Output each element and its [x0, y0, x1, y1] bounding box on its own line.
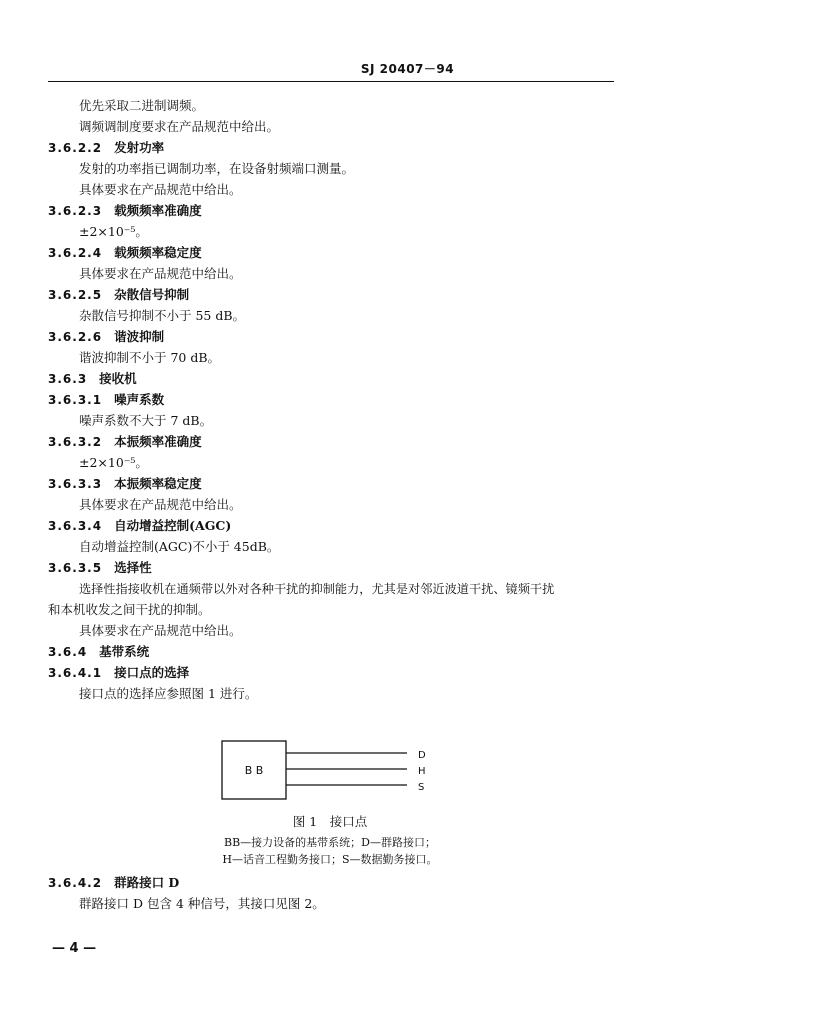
section-title: 本振频率准确度	[114, 434, 202, 449]
section-heading	[48, 371, 137, 387]
section-title: 自动增益控制(AGC)	[114, 518, 232, 533]
section-heading	[48, 434, 202, 450]
section-number: 3.6.3.2	[48, 435, 103, 449]
body-text: 群路接口 D 包含 4 种信号，其接口见图 2。	[79, 896, 325, 911]
body-text: 噪声系数不大于 7 dB。	[79, 413, 213, 428]
section-heading	[48, 476, 202, 492]
body-text: 和本机收发之间干扰的抑制。	[48, 602, 211, 617]
section-number: 3.6.4	[48, 645, 88, 659]
section-heading	[48, 665, 189, 681]
header-rule	[48, 81, 614, 82]
body-text: 杂散信号抑制不小于 55 dB。	[79, 308, 246, 323]
section-heading	[48, 140, 164, 156]
section-title: 选择性	[114, 560, 152, 575]
section-number: 3.6.3.5	[48, 561, 103, 575]
figure-legend: H—话音工程勤务接口；S—数据勤务接口。	[222, 853, 438, 866]
section-number: 3.6.3.3	[48, 477, 103, 491]
section-title: 本振频率稳定度	[114, 476, 202, 491]
section-title: 载频频率准确度	[114, 203, 202, 218]
section-title: 接收机	[99, 371, 137, 386]
section-heading	[48, 245, 202, 261]
section-number: 3.6.2.6	[48, 330, 103, 344]
section-title: 谐波抑制	[114, 329, 165, 344]
section-heading	[48, 287, 189, 303]
bb-box-label: B B	[244, 764, 264, 777]
figure-legend: BB—接力设备的基带系统；D—群路接口；	[224, 836, 436, 849]
section-number: 3.6.3.4	[48, 519, 103, 533]
body-text: 接口点的选择应参照图 1 进行。	[79, 686, 258, 701]
page-number: — 4 —	[52, 941, 97, 956]
section-number: 3.6.2.4	[48, 246, 103, 260]
section-heading	[48, 203, 202, 219]
section-number: 3.6.4.2	[48, 876, 103, 890]
section-title: 载频频率稳定度	[114, 245, 202, 260]
body-text: 具体要求在产品规范中给出。	[79, 266, 242, 281]
document-id-header: SJ 20407－94	[360, 62, 455, 76]
section-title: 群路接口 D	[114, 875, 180, 890]
body-text: ±2×10⁻⁵。	[79, 224, 148, 239]
section-number: 3.6.4.1	[48, 666, 103, 680]
body-text: 具体要求在产品规范中给出。	[79, 623, 242, 638]
section-heading	[48, 644, 149, 660]
section-heading	[48, 518, 231, 534]
figure-title: 图 1 接口点	[292, 814, 368, 829]
section-number: 3.6.3	[48, 372, 88, 386]
section-title: 基带系统	[99, 644, 150, 659]
section-title: 杂散信号抑制	[114, 287, 190, 302]
port-label-h: H	[418, 766, 426, 777]
section-title: 发射功率	[114, 140, 165, 155]
section-title: 噪声系数	[114, 392, 165, 407]
section-number: 3.6.2.5	[48, 288, 103, 302]
port-label-d: D	[418, 750, 426, 761]
section-heading	[48, 392, 164, 408]
body-text: 谐波抑制不小于 70 dB。	[79, 350, 221, 365]
section-heading	[48, 329, 164, 345]
body-text: 调频调制度要求在产品规范中给出。	[79, 119, 280, 134]
interface-point-diagram	[210, 735, 440, 805]
section-heading	[48, 560, 152, 576]
body-text: 具体要求在产品规范中给出。	[79, 182, 242, 197]
body-text: 自动增益控制(AGC)不小于 45dB。	[79, 539, 280, 554]
section-heading	[48, 875, 179, 891]
port-label-s: S	[418, 782, 425, 793]
body-text: 选择性指接收机在通频带以外对各种干扰的抑制能力，尤其是对邻近波道干扰、镜频干扰	[79, 582, 555, 596]
section-number: 3.6.3.1	[48, 393, 103, 407]
section-title: 接口点的选择	[114, 665, 190, 680]
body-text: 发射的功率指已调制功率，在设备射频端口测量。	[79, 161, 355, 176]
body-text: 具体要求在产品规范中给出。	[79, 497, 242, 512]
body-text: 优先采取二进制调频。	[79, 98, 205, 113]
body-text: ±2×10⁻⁵。	[79, 455, 148, 470]
section-number: 3.6.2.2	[48, 141, 103, 155]
section-number: 3.6.2.3	[48, 204, 103, 218]
